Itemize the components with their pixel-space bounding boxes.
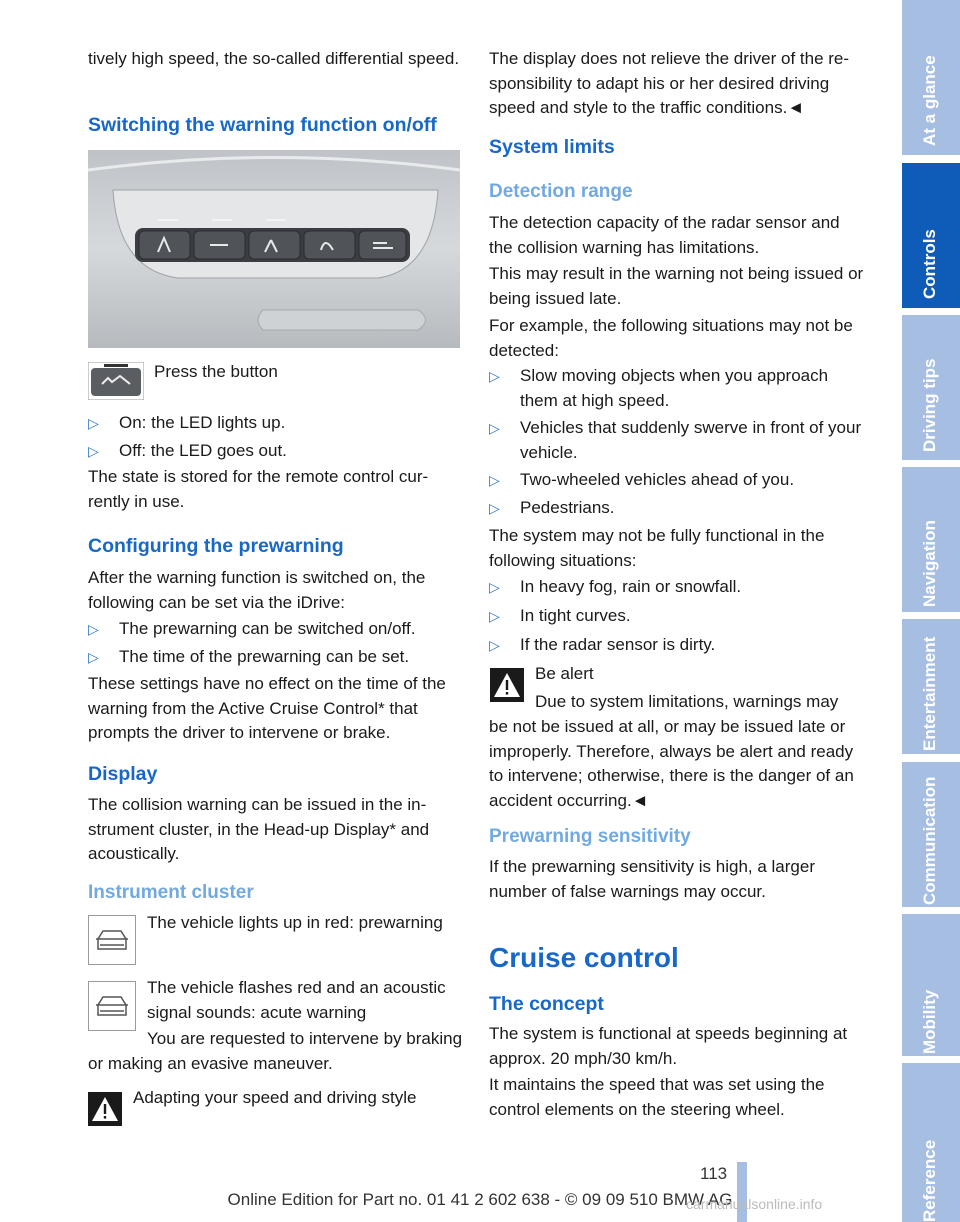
detection-text: The detection capacity of the radar sensor and the collision warning has limitations. bbox=[489, 213, 840, 257]
heading-switching: Switching the warning function on/off bbox=[88, 114, 437, 136]
press-button-text: Press the button bbox=[154, 362, 278, 381]
settings-text: These settings have no effect on the time of the warning from the Active Cruise Control* that prompts the driver to intervene or brake. bbox=[88, 674, 446, 742]
config-text: After the warning function is switched on, the following can be set via the iDrive: bbox=[88, 568, 426, 612]
concept-text: The system is functional at speeds beginning at approx. 20 mph/30 km/h. bbox=[489, 1024, 848, 1068]
icon-flash-text: The vehicle flashes red and an acoustic signal sounds: acute warning bbox=[147, 978, 446, 1022]
prewarning-text: If the prewarning sensitivity is high, a larger number of false warnings may occur. bbox=[489, 857, 815, 901]
example-text: For example, the following situations may not be detected: bbox=[489, 316, 853, 360]
car-red-icon bbox=[88, 915, 136, 965]
heading-display: Display bbox=[88, 763, 158, 785]
tab-driving-tips[interactable]: Driving tips bbox=[902, 315, 960, 460]
not-fully-functional-text: The system may not be fully functional in the following situations: bbox=[489, 526, 825, 570]
tab-mobility[interactable]: Mobility bbox=[902, 914, 960, 1056]
page-number: 113 bbox=[700, 1164, 728, 1183]
warning-title: Be alert bbox=[535, 664, 594, 683]
display-responsibility-text: The display does not relieve the driver of the responsibility to adapt his or her desired driving speed and style to the traffic conditions.◄ bbox=[489, 49, 850, 117]
button-panel-photo bbox=[88, 150, 460, 348]
warning-adapt-text: Adapting your speed and driving style bbox=[133, 1088, 417, 1107]
heading-detection-range: Detection range bbox=[489, 181, 633, 202]
warning-body: be not be issued at all, or may be issued late or improperly. Therefore, always be alert and ready to intervene; otherwise, there is the danger of an accident occurring.◄ bbox=[489, 717, 854, 810]
tab-at-a-glance[interactable]: At a glance bbox=[902, 0, 960, 155]
warning-icon bbox=[88, 1092, 122, 1126]
heading-system-limits: System limits bbox=[489, 136, 615, 158]
intervene-text: You are requested to intervene by braking or making an evasive maneuver. bbox=[88, 1029, 463, 1073]
late-text: This may result in the warning not being issued or being issued late. bbox=[489, 264, 864, 308]
warning-icon bbox=[490, 668, 524, 702]
footer-text: Online Edition for Part no. 01 41 2 602 638 - © 09 09 510 BMW AG bbox=[227, 1190, 733, 1209]
tab-entertainment[interactable]: Entertainment bbox=[902, 619, 960, 754]
tab-controls[interactable]: Controls bbox=[902, 163, 960, 308]
tab-navigation[interactable]: Navigation bbox=[902, 467, 960, 612]
state-text: The state is stored for the remote control currently in use. bbox=[88, 467, 429, 511]
warning-button-icon bbox=[88, 362, 144, 400]
heading-cruise-control: Cruise control bbox=[489, 942, 679, 973]
tab-reference[interactable]: Reference bbox=[902, 1063, 960, 1222]
display-text: The collision warning can be issued in the instrument cluster, in the Head-up Display* and acoustically. bbox=[88, 795, 430, 863]
heading-the-concept: The concept bbox=[489, 993, 604, 1015]
heading-configuring: Configuring the prewarning bbox=[88, 535, 344, 557]
icon-red-text: The vehicle lights up in red: prewarning bbox=[147, 913, 443, 932]
tab-communication[interactable]: Communication bbox=[902, 762, 960, 907]
maintains-text: It maintains the speed that was set using the control elements on the steering wheel. bbox=[489, 1075, 825, 1119]
warning-line-1: Due to system limitations, warnings may bbox=[535, 692, 839, 711]
intro-text: tively high speed, the so-called differential speed. bbox=[88, 49, 460, 68]
car-flashing-icon bbox=[88, 981, 136, 1031]
heading-instrument-cluster: Instrument cluster bbox=[88, 882, 254, 903]
heading-prewarning-sensitivity: Prewarning sensitivity bbox=[489, 826, 691, 847]
watermark: carmanualsonline.info bbox=[686, 1196, 823, 1212]
